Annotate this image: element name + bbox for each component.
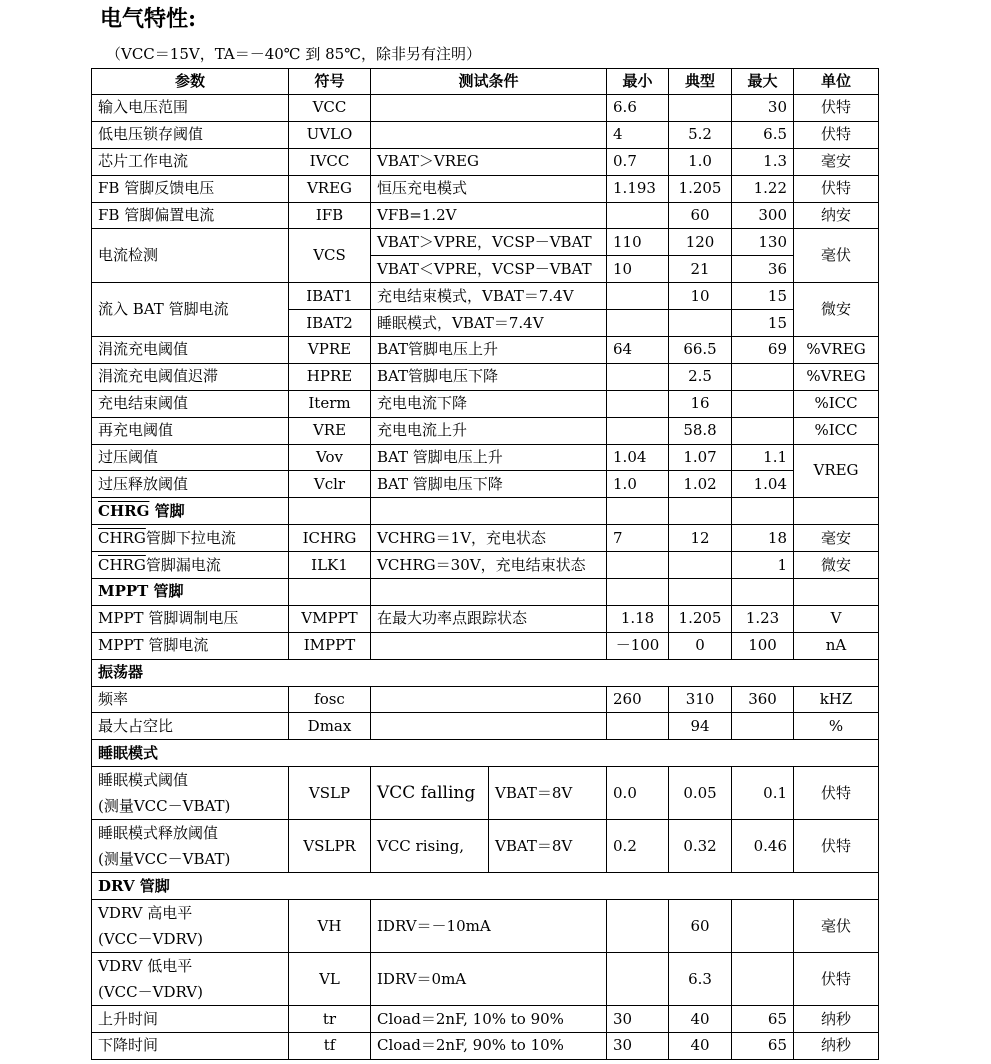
table-cell: 60 (669, 900, 732, 953)
table-cell (669, 579, 732, 606)
table-cell: 0.0 (607, 767, 669, 820)
table-cell: 再充电阈值 (92, 417, 289, 444)
table-cell: Cload＝2nF, 10% to 90% (371, 1006, 607, 1033)
table-cell (371, 95, 607, 122)
table-row (92, 471, 879, 498)
table-cell: 伏特 (794, 175, 879, 202)
table-cell (607, 900, 669, 953)
table-cell: 1.3 (732, 148, 794, 175)
table-cell: 60 (669, 202, 732, 229)
header-param: 参数 (92, 69, 289, 95)
table-header-row (92, 69, 879, 95)
table-cell (289, 579, 371, 606)
table-cell: BAT 管脚电压下降 (371, 471, 607, 498)
table-cell (732, 498, 794, 525)
header-unit: 单位 (794, 69, 879, 95)
table-cell: 40 (669, 1006, 732, 1033)
table-cell (371, 121, 607, 148)
table-cell: 4 (607, 121, 669, 148)
table-cell: 310 (669, 686, 732, 713)
table-row (92, 363, 879, 390)
table-cell: CHRG管脚漏电流 (92, 552, 289, 579)
table-cell: 频率 (92, 686, 289, 713)
section-row-sleep (92, 740, 879, 767)
table-cell: VSLP (289, 767, 371, 820)
table-cell: 充电结束阈值 (92, 390, 289, 417)
table-cell: 1.07 (669, 444, 732, 471)
table-cell (607, 552, 669, 579)
table-cell: Vclr (289, 471, 371, 498)
table-row (92, 148, 879, 175)
table-cell (794, 579, 879, 606)
table-cell: VDRV 低电平 (VCC－VDRV) (92, 953, 289, 1006)
table-cell: 睡眠模式，VBAT＝7.4V (371, 310, 607, 337)
table-cell: 微安 (794, 552, 879, 579)
table-cell: VSLPR (289, 820, 371, 873)
table-cell (371, 713, 607, 740)
table-cell: 低电压锁存阈值 (92, 121, 289, 148)
table-cell: IBAT1 (289, 283, 371, 310)
table-cell (371, 686, 607, 713)
table-cell: 15 (732, 283, 794, 310)
table-cell (371, 579, 607, 606)
test-conditions-note: （VCC＝15V，TA＝－40℃ 到 85℃，除非另有注明） (106, 45, 481, 63)
table-cell: 10 (607, 256, 669, 283)
table-cell: VCC (289, 95, 371, 122)
table-row (92, 95, 879, 122)
table-cell: VL (289, 953, 371, 1006)
table-cell: 过压阈值 (92, 444, 289, 471)
table-cell: IFB (289, 202, 371, 229)
table-row (92, 444, 879, 471)
table-cell: ILK1 (289, 552, 371, 579)
table-cell: Dmax (289, 713, 371, 740)
table-cell: 2.5 (669, 363, 732, 390)
table-row (92, 390, 879, 417)
table-cell: VPRE (289, 337, 371, 364)
table-cell: UVLO (289, 121, 371, 148)
table-cell: 6.5 (732, 121, 794, 148)
table-row (92, 552, 879, 579)
table-cell: VBAT＜VPRE，VCSP－VBAT (371, 256, 607, 283)
table-cell: VCC rising, (371, 820, 489, 873)
table-cell: MPPT 管脚 (92, 579, 289, 606)
table-row (92, 202, 879, 229)
table-row (92, 767, 879, 820)
table-cell: 充电结束模式，VBAT＝7.4V (371, 283, 607, 310)
table-cell (607, 953, 669, 1006)
table-cell: 0.46 (732, 820, 794, 873)
table-cell: 毫安 (794, 525, 879, 552)
table-cell: 0.7 (607, 148, 669, 175)
table-cell: 7 (607, 525, 669, 552)
table-cell: 下降时间 (92, 1033, 289, 1060)
table-cell: 流入 BAT 管脚电流 (92, 283, 289, 337)
table-cell: 1.18 (607, 605, 669, 632)
table-cell: 58.8 (669, 417, 732, 444)
table-cell: 1.22 (732, 175, 794, 202)
table-cell: －100 (607, 632, 669, 659)
table-cell: 纳安 (794, 202, 879, 229)
table-cell: BAT 管脚电压上升 (371, 444, 607, 471)
table-cell: 伏特 (794, 953, 879, 1006)
table-cell: nA (794, 632, 879, 659)
table-cell: DRV 管脚 (92, 873, 879, 900)
table-cell: 振荡器 (92, 659, 879, 686)
table-cell (371, 632, 607, 659)
table-cell: 15 (732, 310, 794, 337)
table-cell: CHRG管脚下拉电流 (92, 525, 289, 552)
table-cell: 涓流充电阈值迟滞 (92, 363, 289, 390)
table-cell: 21 (669, 256, 732, 283)
table-cell (607, 310, 669, 337)
table-cell: VBAT＞VREG (371, 148, 607, 175)
table-cell: VMPPT (289, 605, 371, 632)
table-cell (371, 498, 607, 525)
table-cell: tr (289, 1006, 371, 1033)
table-cell: 1.04 (607, 444, 669, 471)
table-cell: IBAT2 (289, 310, 371, 337)
table-cell: ICHRG (289, 525, 371, 552)
table-cell (669, 498, 732, 525)
table-cell: 1.1 (732, 444, 794, 471)
table-cell: 1.02 (669, 471, 732, 498)
table-cell: 130 (732, 229, 794, 256)
table-row (92, 1006, 879, 1033)
table-cell: 睡眠模式阈值 (测量VCC－VBAT) (92, 767, 289, 820)
table-cell: 40 (669, 1033, 732, 1060)
header-max: 最大 (732, 69, 794, 95)
table-row (92, 953, 879, 1006)
table-cell (607, 390, 669, 417)
table-row (92, 900, 879, 953)
table-cell: 65 (732, 1033, 794, 1060)
table-cell: 微安 (794, 283, 879, 337)
table-cell (732, 713, 794, 740)
table-row (92, 229, 879, 256)
header-typ: 典型 (669, 69, 732, 95)
table-cell (607, 417, 669, 444)
table-cell: BAT管脚电压下降 (371, 363, 607, 390)
table-cell: 1.193 (607, 175, 669, 202)
table-cell: 260 (607, 686, 669, 713)
table-cell: %VREG (794, 363, 879, 390)
table-cell: 0.2 (607, 820, 669, 873)
table-cell: 100 (732, 632, 794, 659)
table-cell: VCS (289, 229, 371, 283)
table-cell: 10 (669, 283, 732, 310)
table-cell: VBAT＝8V (489, 767, 607, 820)
header-cond: 测试条件 (371, 69, 607, 95)
table-cell (607, 579, 669, 606)
table-cell: IDRV＝0mA (371, 953, 607, 1006)
electrical-characteristics-table (91, 68, 879, 1060)
table-cell: 66.5 (669, 337, 732, 364)
table-cell: V (794, 605, 879, 632)
page-title: 电气特性: (100, 6, 197, 32)
table-cell: 12 (669, 525, 732, 552)
table-cell (607, 202, 669, 229)
table-cell: 电流检测 (92, 229, 289, 283)
table-cell: 94 (669, 713, 732, 740)
table-cell: 30 (732, 95, 794, 122)
table-cell: %ICC (794, 390, 879, 417)
table-cell: HPRE (289, 363, 371, 390)
table-cell: Vov (289, 444, 371, 471)
table-row (92, 686, 879, 713)
table-cell: 5.2 (669, 121, 732, 148)
table-cell (732, 363, 794, 390)
table-cell: 1.0 (669, 148, 732, 175)
table-row (92, 1033, 879, 1060)
table-cell: Iterm (289, 390, 371, 417)
table-cell: VFB=1.2V (371, 202, 607, 229)
table-cell (289, 498, 371, 525)
section-row-drv (92, 873, 879, 900)
table-row (92, 820, 879, 873)
table-cell: 6.6 (607, 95, 669, 122)
table-cell: CHRG 管脚 (92, 498, 289, 525)
table-cell: VREG (794, 444, 879, 498)
section-row-oscillator (92, 659, 879, 686)
table-cell (669, 552, 732, 579)
table-cell: 最大占空比 (92, 713, 289, 740)
table-cell: IDRV＝－10mA (371, 900, 607, 953)
table-cell: MPPT 管脚电流 (92, 632, 289, 659)
header-min: 最小 (607, 69, 669, 95)
table-cell: 纳秒 (794, 1006, 879, 1033)
table-cell: kHZ (794, 686, 879, 713)
table-cell: VCC falling (371, 767, 489, 820)
table-cell: 69 (732, 337, 794, 364)
table-cell: 伏特 (794, 95, 879, 122)
table-cell (732, 953, 794, 1006)
table-cell: FB 管脚偏置电流 (92, 202, 289, 229)
table-cell: 300 (732, 202, 794, 229)
table-cell: 64 (607, 337, 669, 364)
table-cell: 芯片工作电流 (92, 148, 289, 175)
table-cell: Cload＝2nF, 90% to 10% (371, 1033, 607, 1060)
table-cell: 18 (732, 525, 794, 552)
table-row (92, 283, 879, 310)
table-cell: 360 (732, 686, 794, 713)
table-cell: 伏特 (794, 820, 879, 873)
table-cell: 1.23 (732, 605, 794, 632)
table-cell: 6.3 (669, 953, 732, 1006)
table-row (92, 337, 879, 364)
table-cell: 毫安 (794, 148, 879, 175)
table-cell: IVCC (289, 148, 371, 175)
table-cell: 1.205 (669, 605, 732, 632)
table-cell: % (794, 713, 879, 740)
table-cell: 0.05 (669, 767, 732, 820)
table-cell: FB 管脚反馈电压 (92, 175, 289, 202)
table-cell: 110 (607, 229, 669, 256)
table-cell (794, 498, 879, 525)
table-cell: 涓流充电阈值 (92, 337, 289, 364)
table-cell: 1.04 (732, 471, 794, 498)
table-cell: 0.32 (669, 820, 732, 873)
table-cell: 毫伏 (794, 229, 879, 283)
table-cell: %ICC (794, 417, 879, 444)
table-cell: 过压释放阈值 (92, 471, 289, 498)
table-cell: fosc (289, 686, 371, 713)
table-cell: 输入电压范围 (92, 95, 289, 122)
table-cell: 上升时间 (92, 1006, 289, 1033)
table-cell: VREG (289, 175, 371, 202)
table-cell (607, 498, 669, 525)
table-cell: 30 (607, 1006, 669, 1033)
table-cell: VBAT＝8V (489, 820, 607, 873)
table-cell: VCHRG＝1V，充电状态 (371, 525, 607, 552)
table-cell: 睡眠模式释放阈值 (测量VCC－VBAT) (92, 820, 289, 873)
table-cell (607, 283, 669, 310)
table-cell: 恒压充电模式 (371, 175, 607, 202)
table-cell (732, 579, 794, 606)
table-cell: 1.205 (669, 175, 732, 202)
table-cell: VCHRG＝30V，充电结束状态 (371, 552, 607, 579)
table-cell (607, 363, 669, 390)
table-cell: tf (289, 1033, 371, 1060)
table-cell: 在最大功率点跟踪状态 (371, 605, 607, 632)
table-cell: 1 (732, 552, 794, 579)
table-cell: 120 (669, 229, 732, 256)
table-cell (669, 310, 732, 337)
table-cell: VBAT＞VPRE，VCSP－VBAT (371, 229, 607, 256)
table-cell: 36 (732, 256, 794, 283)
table-cell (607, 713, 669, 740)
table-cell: 30 (607, 1033, 669, 1060)
table-row (92, 713, 879, 740)
table-cell: IMPPT (289, 632, 371, 659)
table-cell (732, 390, 794, 417)
table-row (92, 175, 879, 202)
table-cell (732, 417, 794, 444)
table-cell: %VREG (794, 337, 879, 364)
table-cell: 0.1 (732, 767, 794, 820)
table-cell: 伏特 (794, 121, 879, 148)
table-row (92, 605, 879, 632)
table-cell: BAT管脚电压上升 (371, 337, 607, 364)
table-cell: 充电电流上升 (371, 417, 607, 444)
table-row (92, 632, 879, 659)
table-cell (669, 95, 732, 122)
section-row-chrg (92, 498, 879, 525)
table-cell: 0 (669, 632, 732, 659)
section-row-mppt (92, 579, 879, 606)
table-cell: MPPT 管脚调制电压 (92, 605, 289, 632)
table-cell: VH (289, 900, 371, 953)
table-row (92, 417, 879, 444)
table-cell: 1.0 (607, 471, 669, 498)
table-row (92, 121, 879, 148)
header-symbol: 符号 (289, 69, 371, 95)
table-cell: 65 (732, 1006, 794, 1033)
table-cell: VDRV 高电平 (VCC－VDRV) (92, 900, 289, 953)
table-cell: 睡眠模式 (92, 740, 879, 767)
table-cell (732, 900, 794, 953)
table-cell: 纳秒 (794, 1033, 879, 1060)
table-cell: 伏特 (794, 767, 879, 820)
table-cell: 充电电流下降 (371, 390, 607, 417)
table-cell: VRE (289, 417, 371, 444)
table-row (92, 525, 879, 552)
table-cell: 16 (669, 390, 732, 417)
table-cell: 毫伏 (794, 900, 879, 953)
